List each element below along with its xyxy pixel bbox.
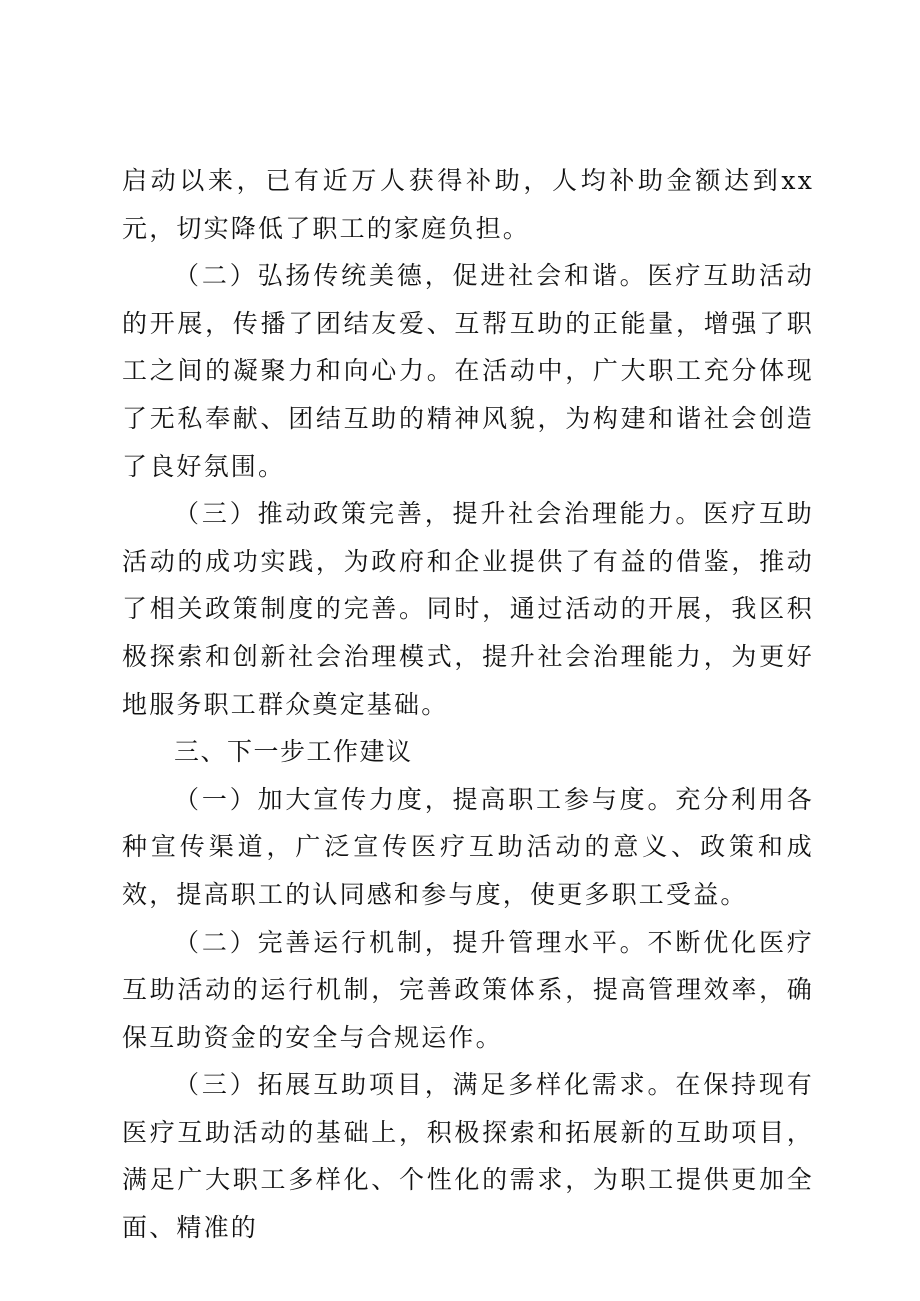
paragraph-publicity: （一）加大宣传力度，提高职工参与度。充分利用各种宣传渠道，广泛宣传医疗互助活动的意义、政策和成效，提高职工的认同感和参与度，使更多职工受益。 — [122, 784, 814, 909]
continuation-paragraph: 启动以来，已有近万人获得补助，人均补助金额达到xx元，切实降低了职工的家庭负担。 — [122, 166, 814, 243]
paragraph-mechanism: （二）完善运行机制，提升管理水平。不断优化医疗互助活动的运行机制，完善政策体系，提高管理效率，确保互助资金的安全与合规运作。 — [122, 927, 814, 1052]
document-body — [122, 157, 814, 1252]
paragraph-promote-harmony: （二）弘扬传统美德，促进社会和谐。医疗互助活动的开展，传播了团结友爱、互帮互助的正能量，增强了职工之间的凝聚力和向心力。在活动中，广大职工充分体现了无私奉献、团结互助的精神风貌，为构建和谐社会创造了良好氛围。 — [122, 261, 814, 481]
paragraph-policy-improvement: （三）推动政策完善，提升社会治理能力。医疗互助活动的成功实践，为政府和企业提供了有益的借鉴，推动了相关政策制度的完善。同时，通过活动的开展，我区积极探索和创新社会治理模式，提升社会治理能力，为更好地服务职工群众奠定基础。 — [122, 499, 814, 719]
section-heading: 三、下一步工作建议 — [174, 737, 413, 767]
paragraph-expand-projects: （三）拓展互助项目，满足多样化需求。在保持现有医疗互助活动的基础上，积极探索和拓展新的互助项目，满足广大职工多样化、个性化的需求，为职工提供更加全面、精准的 — [122, 1070, 814, 1243]
